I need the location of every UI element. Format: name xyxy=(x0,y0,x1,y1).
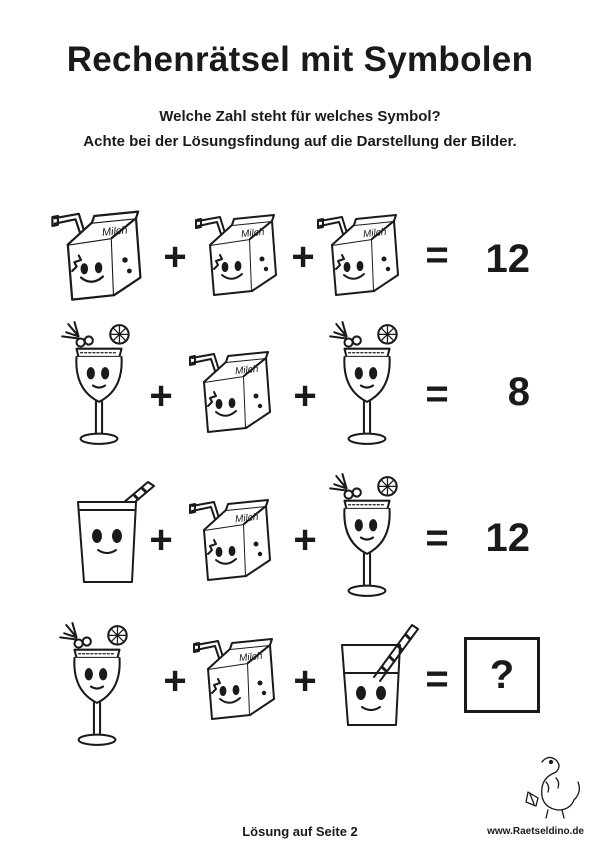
answer-box xyxy=(464,637,540,713)
milk-carton-icon xyxy=(48,205,158,304)
cocktail-glass-icon xyxy=(58,318,140,451)
question-mark: ? xyxy=(489,652,515,697)
plus-sign: + xyxy=(293,374,317,418)
milk-carton-icon xyxy=(190,633,290,723)
instruction-line-1: Welche Zahl steht für welches Symbol? xyxy=(159,108,441,125)
plus-sign: + xyxy=(163,659,187,703)
instruction-line-2: Achte bei der Lösungsfindung auf die Darstellung der Bilder. xyxy=(83,133,517,150)
equals-sign: = xyxy=(425,372,449,416)
dino-mascot-icon xyxy=(518,752,588,827)
plus-sign: + xyxy=(163,235,187,279)
plus-sign: + xyxy=(149,374,173,418)
plus-sign: + xyxy=(293,518,317,562)
cocktail-glass-icon xyxy=(326,470,408,603)
equation-row-4 xyxy=(0,615,600,755)
milk-carton-icon xyxy=(186,494,286,584)
half-juice-glass-icon xyxy=(334,621,424,731)
plus-sign: + xyxy=(291,235,315,279)
milk-carton-icon xyxy=(186,346,286,436)
plus-sign: + xyxy=(293,659,317,703)
cocktail-glass-icon xyxy=(56,619,138,752)
milk-carton-icon xyxy=(314,209,414,299)
page-title: Rechenrätsel mit Symbolen xyxy=(66,40,534,79)
website-link[interactable]: www.Raetseldino.de xyxy=(487,826,584,837)
solution-hint: Lösung auf Seite 2 xyxy=(242,824,358,839)
milk-carton-icon xyxy=(192,209,292,299)
plus-sign: + xyxy=(149,518,173,562)
cocktail-glass-icon xyxy=(326,318,408,451)
result-value: 12 xyxy=(485,516,530,560)
equals-sign: = xyxy=(425,233,449,277)
result-value: 8 xyxy=(507,370,530,414)
equation-row-3 xyxy=(0,470,600,610)
equals-sign: = xyxy=(425,516,449,560)
equation-row-2 xyxy=(0,318,600,458)
equals-sign: = xyxy=(425,657,449,701)
result-value: 12 xyxy=(485,237,530,281)
